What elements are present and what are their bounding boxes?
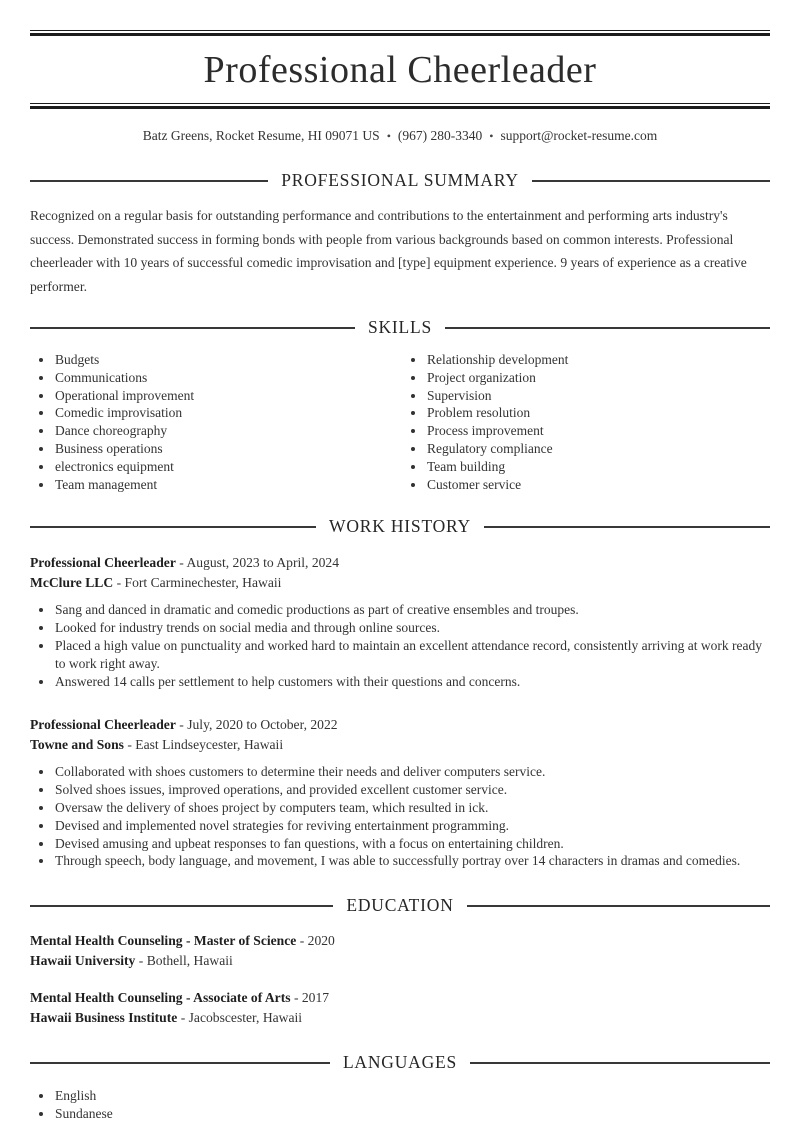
- skill-item: • Dance choreography: [54, 422, 400, 440]
- job-bullet-list: [30, 763, 770, 870]
- education-year: 2017: [301, 990, 330, 1006]
- header-bottom-rule: [30, 103, 770, 109]
- section-title-education: EDUCATION: [346, 895, 454, 916]
- language-item: • English: [54, 1087, 770, 1105]
- skill-item: • Comedic improvisation: [54, 404, 400, 422]
- contact-dot-separator: •: [489, 129, 494, 143]
- job-bullet: • Oversaw the delivery of shoes project by computers team, which resulted in ick.: [54, 799, 770, 817]
- job-bullet: • Sang and danced in dramatic and comedic productions as part of creative ensembles and troupes.: [54, 601, 770, 619]
- header-top-rule: [30, 30, 770, 36]
- dash-separator: -: [179, 555, 184, 571]
- job-company-line: [30, 735, 770, 755]
- education-school-line: [30, 1008, 770, 1028]
- skill-item: • Project organization: [426, 369, 770, 387]
- job-bullet: • Answered 14 calls per settlement to help customers with their questions and concerns.: [54, 673, 770, 691]
- skill-item: • Team building: [426, 458, 770, 476]
- job-dates: August, 2023 to April, 2024: [186, 555, 340, 571]
- page-title: Professional Cheerleader: [203, 49, 597, 91]
- heading-left-rule: [30, 1062, 330, 1064]
- contact-dot-separator: •: [386, 129, 391, 143]
- education-school-line: [30, 951, 770, 971]
- section-title-work-history: WORK HISTORY: [329, 516, 471, 537]
- skill-item: • Business operations: [54, 440, 400, 458]
- education-entry: [30, 931, 770, 970]
- job-company-line: [30, 573, 770, 593]
- education-location: Bothell, Hawaii: [146, 952, 233, 968]
- education-degree-line: [30, 988, 770, 1008]
- section-title-languages: LANGUAGES: [342, 1052, 458, 1073]
- summary-paragraph: Recognized on a regular basis for outstanding performance and contributions to the entertainment and performing arts industry's success. Demonstrated success in forming bonds with people from various backgrounds based on common interests. Professional cheerleader with 10 years of successful comedic improvisation and [type] equipment experience. 9 years of experience as a creative performer.: [30, 208, 747, 294]
- section-title-professional-summary: PROFESSIONAL SUMMARY: [281, 170, 519, 190]
- job-title: Professional Cheerleader: [30, 555, 176, 571]
- heading-right-rule: [484, 526, 770, 528]
- skill-item: • Team management: [54, 476, 400, 494]
- job-entry: [30, 553, 770, 690]
- education-location: Jacobscester, Hawaii: [188, 1009, 303, 1025]
- job-entry: [30, 715, 770, 870]
- language-item: • Sundanese: [54, 1105, 770, 1123]
- languages-list: [30, 1087, 770, 1123]
- job-bullet: • Devised and implemented novel strategies for reviving entertainment programming.: [54, 817, 770, 835]
- contact-phone: (967) 280-3340: [397, 128, 483, 143]
- education-entry: [30, 988, 770, 1027]
- skills-list-right: [402, 351, 770, 493]
- job-title-line: [30, 715, 770, 735]
- heading-left-rule: [30, 526, 316, 528]
- job-bullet: • Placed a high value on punctuality and worked hard to maintain an excellent attendance record, consistently arriving at work ready to work right away.: [54, 637, 770, 673]
- skills-column-left: [30, 351, 400, 493]
- job-bullet: • Collaborated with shoes customers to determine their needs and deliver computers service.: [54, 763, 770, 781]
- heading-right-rule: [470, 1062, 770, 1064]
- education-degree: Mental Health Counseling - Master of Science: [30, 933, 297, 949]
- skill-item: • Customer service: [426, 476, 770, 494]
- job-title-line: [30, 553, 770, 573]
- section-heading-professional-summary: [30, 170, 770, 191]
- languages-block: [30, 1087, 770, 1123]
- resume-page: [0, 30, 800, 1123]
- job-bullet: • Looked for industry trends on social media and through online sources.: [54, 619, 770, 637]
- job-dates: July, 2020 to October, 2022: [187, 717, 338, 733]
- heading-left-rule: [30, 180, 268, 182]
- skill-item: • Operational improvement: [54, 387, 400, 405]
- heading-right-rule: [467, 905, 770, 907]
- dash-separator: -: [116, 574, 122, 590]
- skill-item: • electronics equipment: [54, 458, 400, 476]
- education-degree-line: [30, 931, 770, 951]
- dash-separator: -: [127, 736, 132, 752]
- skill-item: • Budgets: [54, 351, 400, 369]
- heading-right-rule: [445, 327, 770, 329]
- section-heading-work-history: [30, 516, 770, 537]
- dash-separator: -: [179, 717, 184, 733]
- skill-item: • Communications: [54, 369, 400, 387]
- job-bullet: • Solved shoes issues, improved operations, and provided excellent customer service.: [54, 781, 770, 799]
- education-year: 2020: [307, 933, 335, 949]
- job-title: Professional Cheerleader: [30, 717, 176, 733]
- section-heading-skills: [30, 317, 770, 338]
- skill-item: • Supervision: [426, 387, 770, 405]
- education-degree: Mental Health Counseling - Associate of Arts: [30, 990, 291, 1006]
- dash-separator: -: [138, 952, 144, 968]
- section-heading-education: [30, 895, 770, 916]
- heading-left-rule: [30, 327, 355, 329]
- skill-item: • Problem resolution: [426, 404, 770, 422]
- job-company: Towne and Sons: [30, 736, 124, 752]
- job-location: Fort Carminechester, Hawaii: [124, 574, 282, 590]
- contact-email: support@rocket-resume.com: [500, 128, 658, 143]
- skills-list-left: [30, 351, 400, 493]
- job-company: McClure LLC: [30, 574, 114, 590]
- section-heading-languages: [30, 1052, 770, 1073]
- education-school: Hawaii University: [30, 952, 136, 968]
- job-bullet: • Through speech, body language, and movement, I was able to successfully portray over 14 characters in dramas and comedies.: [54, 852, 770, 870]
- contact-line: [30, 128, 770, 144]
- job-bullet: • Devised amusing and upbeat responses to fan questions, with a focus on entertaining children.: [54, 835, 770, 853]
- dash-separator: -: [180, 1009, 186, 1025]
- skill-item: • Process improvement: [426, 422, 770, 440]
- skill-item: • Relationship development: [426, 351, 770, 369]
- job-location: East Lindseycester, Hawaii: [135, 736, 284, 752]
- section-title-skills: SKILLS: [367, 317, 433, 337]
- heading-right-rule: [532, 180, 770, 182]
- dash-separator: -: [293, 990, 299, 1006]
- education-school: Hawaii Business Institute: [30, 1009, 178, 1025]
- skills-columns: [30, 351, 770, 493]
- skill-item: • Regulatory compliance: [426, 440, 770, 458]
- dash-separator: -: [299, 933, 305, 949]
- heading-left-rule: [30, 905, 333, 907]
- contact-address: Batz Greens, Rocket Resume, HI 09071 US: [142, 128, 380, 143]
- job-bullet-list: [30, 601, 770, 690]
- skills-column-right: [400, 351, 770, 493]
